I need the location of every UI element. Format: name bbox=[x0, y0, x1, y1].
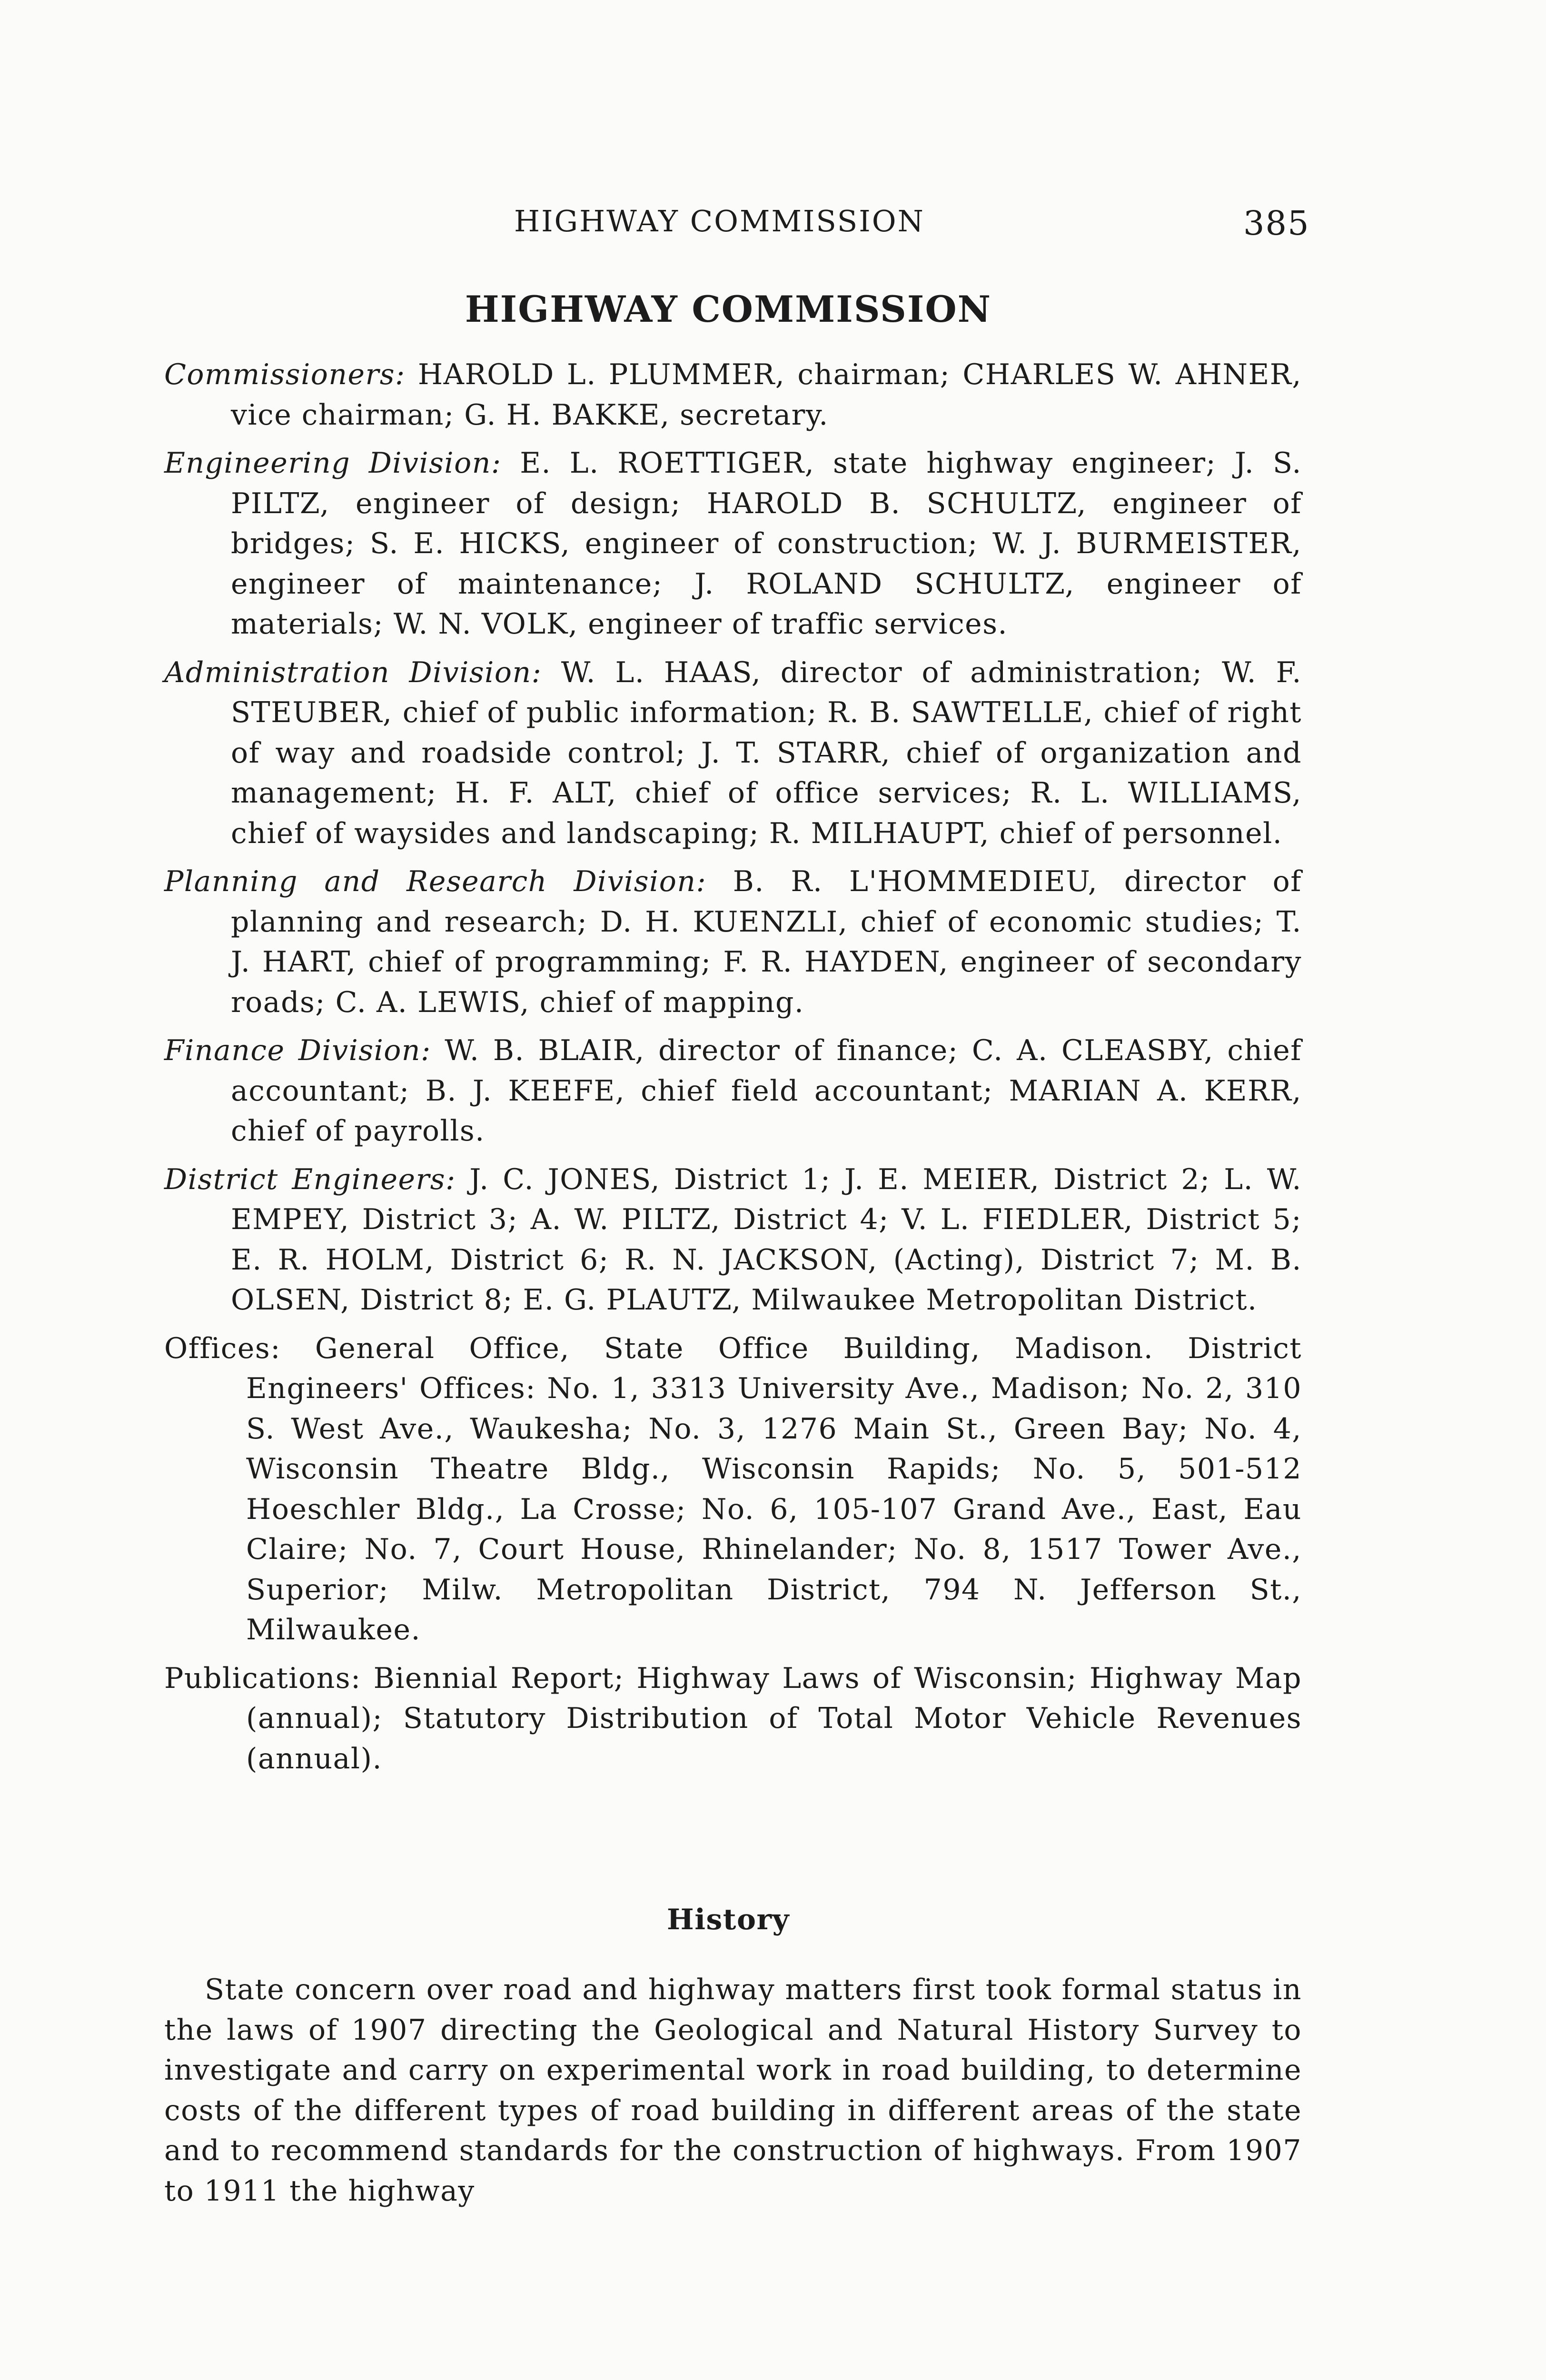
entry-text: Biennial Report; Highway Laws of Wisconsin; Highway Map (annual); Statutory Distribution of Total Motor Vehicle Revenues (annual). bbox=[246, 1661, 1302, 1775]
section-title: HIGHWAY COMMISSION bbox=[465, 288, 992, 330]
entry-administration-division bbox=[164, 653, 1302, 854]
page-number: 385 bbox=[1243, 204, 1310, 243]
entry-text: W. L. HAAS, director of administration; W. F. STEUBER, chief of public information; R. B. SAWTELLE, chief of right of way and roadside control; J. T. STARR, chief of organization and management; H. F. ALT, chief of office services; R. L. WILLIAMS, chief of waysides and landscaping; R. MILHAUPT, chief of personnel. bbox=[231, 655, 1302, 850]
entry-planning-research-division bbox=[164, 862, 1302, 1022]
entry-publications bbox=[164, 1658, 1302, 1779]
entry-label: Administration Division: bbox=[164, 655, 542, 689]
history-heading: History bbox=[667, 1903, 790, 1936]
entry-text: B. R. L'HOMMEDIEU, director of planning and research; D. H. KUENZLI, chief of economic studies; T. J. HART, chief of programming; F. R. HAYDEN, engineer of secondary roads; C. A. LEWIS, chief of mapping. bbox=[231, 865, 1302, 1019]
entry-label: Planning and Research Division: bbox=[164, 865, 707, 898]
entry-label: Offices: bbox=[164, 1331, 281, 1365]
directory-entries bbox=[164, 355, 1302, 1787]
history-paragraph: State concern over road and highway matters first took formal status in the laws of 1907 directing the Geological and Natural History Survey to investigate and carry on experimental work in road building, to determine costs of the different types of road building in different areas of the state and to recommend standards for the construction of highways. From 1907 to 1911 the highway bbox=[164, 1973, 1302, 2208]
entry-text: J. C. JONES, District 1; J. E. MEIER, District 2; L. W. EMPEY, District 3; A. W. PILTZ, District 4; V. L. FIEDLER, District 5; E. R. HOLM, District 6; R. N. JACKSON, (Acting), District 7; M. B. OLSEN, District 8; E. G. PLAUTZ, Milwaukee Metropolitan District. bbox=[231, 1162, 1302, 1317]
entry-text: General Office, State Office Building, Madison. District Engineers' Offices: No. 1, 3313 University Ave., Madison; No. 2, 310 S. West Ave., Waukesha; No. 3, 1276 Main St., Green Bay; No. 4, Wisconsin Theatre Bldg., Wisconsin Rapids; No. 5, 501-512 Hoeschler Bldg., La Crosse; No. 6, 105-107 Grand Ave., East, Eau Claire; No. 7, Court House, Rhinelander; No. 8, 1517 Tower Ave., Superior; Milw. Metropolitan District, 794 N. Jefferson St., Milwaukee. bbox=[246, 1331, 1302, 1646]
entry-offices bbox=[164, 1329, 1302, 1650]
entry-text: W. B. BLAIR, director of finance; C. A. CLEASBY, chief accountant; B. J. KEEFE, chief field accountant; MARIAN A. KERR, chief of payrolls. bbox=[231, 1034, 1302, 1148]
running-head: HIGHWAY COMMISSION bbox=[514, 204, 925, 238]
entry-label: Finance Division: bbox=[164, 1034, 431, 1067]
entry-label: Publications: bbox=[164, 1661, 361, 1695]
entry-district-engineers bbox=[164, 1160, 1302, 1320]
entry-label: Commissioners: bbox=[164, 358, 406, 391]
entry-finance-division bbox=[164, 1031, 1302, 1151]
entry-commissioners bbox=[164, 355, 1302, 435]
entry-engineering-division bbox=[164, 443, 1302, 645]
entry-text: HAROLD L. PLUMMER, chairman; CHARLES W. AHNER, vice chairman; G. H. BAKKE, secretary. bbox=[231, 358, 1302, 432]
entry-label: District Engineers: bbox=[164, 1162, 456, 1196]
entry-label: Engineering Division: bbox=[164, 446, 502, 480]
entry-text: E. L. ROETTIGER, state highway engineer; J. S. PILTZ, engineer of design; HAROLD B. SCHULTZ, engineer of bridges; S. E. HICKS, engineer of construction; W. J. BURMEISTER, engineer of maintenance; J. ROLAND SCHULTZ, engineer of materials; W. N. VOLK, engineer of traffic services. bbox=[231, 446, 1302, 641]
